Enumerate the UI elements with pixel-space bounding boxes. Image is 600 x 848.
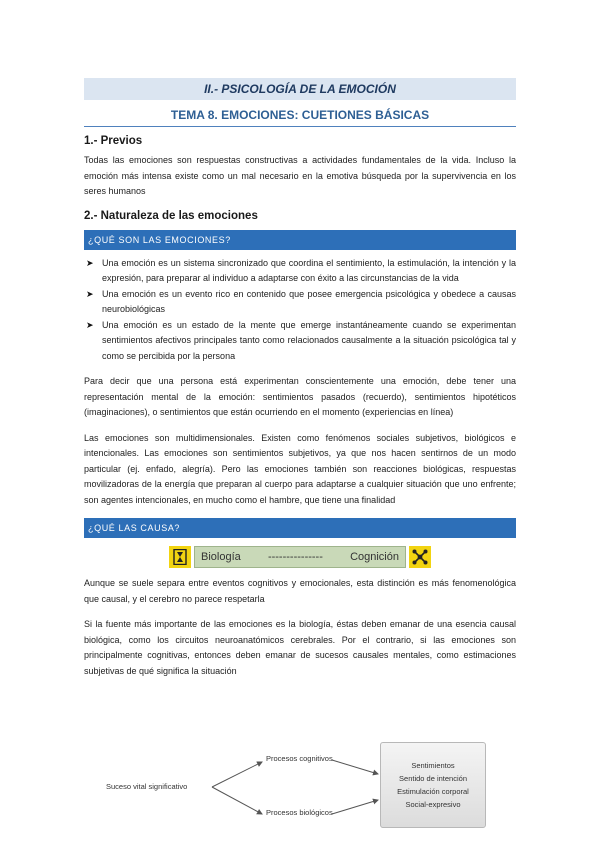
definition-list	[84, 256, 516, 365]
tema-title: TEMA 8. EMOCIONES: CUETIONES BÁSICAS	[84, 108, 516, 127]
arrow-bullet-icon: ➤	[86, 288, 94, 299]
network-icon	[409, 546, 431, 568]
para-decir-paragraph: Para decir que una persona está experimentan conscientemente una emoción, debe tener una representación mental de la emoción: sentimientos pasados (recuerdo), sentimientos hipotéticos (imaginaciones), o sentimientos que están ocurriendo en el momento (experiencias en línea)	[84, 376, 516, 417]
previos-heading: 1.- Previos	[84, 135, 143, 147]
biology-cognition-graphic	[84, 544, 516, 570]
document-page	[84, 78, 516, 679]
list-item: ➤ Una emoción es un sistema sincronizado que coordina el sentimiento, la estimulación, la intención y la expresión, para preparar al individuo a adaptarse con éxito a las circunstancias de la vida	[86, 257, 516, 283]
outputs-box	[380, 742, 486, 828]
cognition-label: Cognición	[350, 551, 399, 563]
arrow-lower	[212, 787, 262, 814]
aunque-paragraph: Aunque se suele separa entre eventos cognitivos y emocionales, esta distinción es más fenomenológica que causal, y el cerebro no parece respetarla	[84, 578, 516, 604]
multidimensionales-paragraph: Las emociones son multidimensionales. Existen como fenómenos sociales subjetivos, biológicos e intencionales. Las emociones son sentimientos subjetivos, ya que nos hacen sentirnos de un modo particular (ej. enfado, alegría). Pero las emociones también son reacciones biológicas, respuestas movilizadoras de la energía que preparan al cuerpo para adaptarse a cualquier situación que uno enfrente; son agentes intencionales, en mucho como el hambre, que tiene una finalidad	[84, 432, 516, 505]
dash-connector: ---------------	[267, 551, 323, 563]
que-causa-bar: ¿QUÉ LAS CAUSA?	[84, 518, 516, 538]
output-item: Sentido de intención	[399, 774, 467, 783]
biology-cognition-bar	[194, 546, 406, 568]
lower-process-label: Procesos biológicos	[266, 808, 333, 817]
list-item: ➤ Una emoción es un evento rico en contenido que posee emergencia psicológica y obedece a causas neurobiológicas	[86, 288, 516, 314]
output-item: Social-expresivo	[405, 800, 461, 809]
source-label: Suceso vital significativo	[106, 782, 188, 791]
arrow-bullet-icon: ➤	[86, 319, 94, 330]
arrow-upper-out	[332, 760, 378, 774]
upper-process-label: Procesos cognitivos	[266, 754, 333, 763]
arrow-upper	[212, 762, 262, 787]
output-item: Sentimientos	[411, 761, 455, 770]
que-son-bar: ¿QUÉ SON LAS EMOCIONES?	[84, 230, 516, 250]
emotion-process-diagram	[104, 740, 504, 840]
previos-paragraph: Todas las emociones son respuestas constructivas a actividades fundamentales de la vida. Incluso la emoción más intensa existe como un mal necesario en la emotiva búsqueda por la supervivencia en los seres humanos	[84, 155, 516, 196]
list-item: ➤ Una emoción es un estado de la mente que emerge instantáneamente cuando se experimentan sentimientos afectivos principales tanto como relacionados causalmente a la situación psicológica tal y como se percibida por la persona	[86, 319, 516, 361]
naturaleza-heading: 2.- Naturaleza de las emociones	[84, 209, 258, 222]
part-title: II.- PSICOLOGÍA DE LA EMOCIÓN	[84, 78, 516, 100]
hourglass-icon	[169, 546, 191, 568]
biology-label: Biología	[201, 551, 241, 563]
arrow-lower-out	[332, 800, 378, 814]
output-item: Estimulación corporal	[397, 787, 469, 796]
si-la-fuente-paragraph: Si la fuente más importante de las emociones es la biología, éstas deben emanar de una esencia causal biológica, como los circuitos neuroanatómicos cerebrales. Por el contrario, si las emociones son principalmente cognitivas, entonces deben emanar de sucesos causales mentales, como estimaciones subjetivas de qué significa la situación	[84, 619, 516, 676]
arrow-bullet-icon: ➤	[86, 257, 94, 268]
